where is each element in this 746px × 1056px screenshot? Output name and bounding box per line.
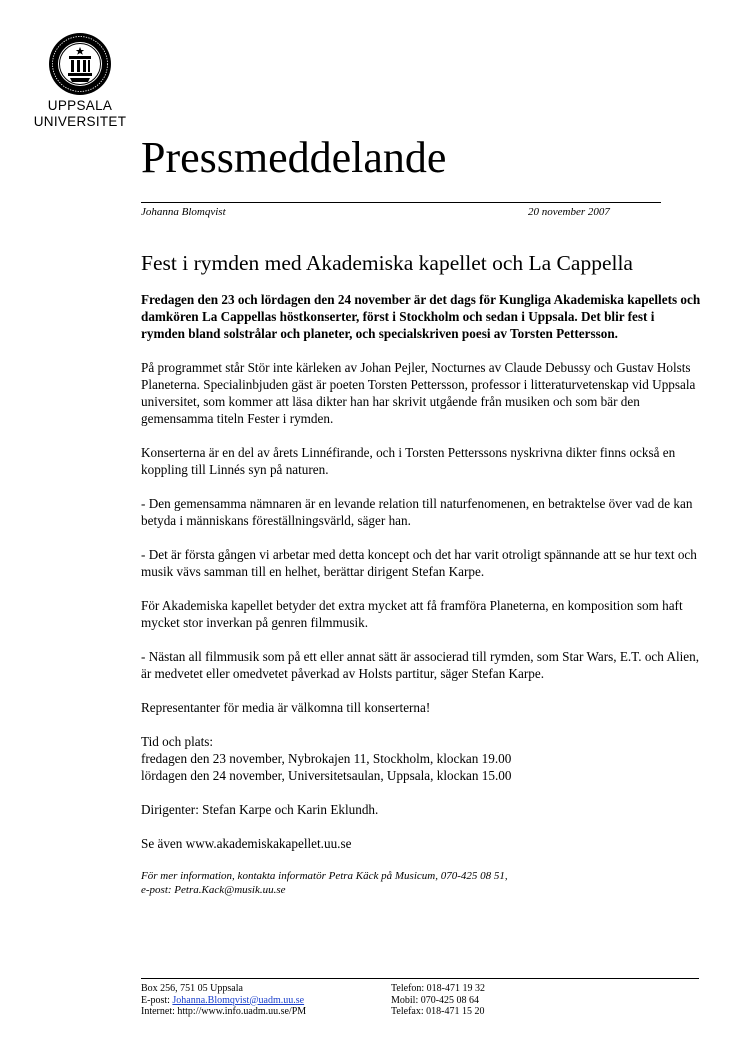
logo-wordmark — [0, 98, 160, 130]
paragraph: Representanter för media är välkomna till konserterna! — [141, 700, 431, 715]
date: 20 november 2007 — [528, 206, 610, 218]
see-also: Se även www.akademiskakapellet.uu.se — [141, 836, 352, 851]
contact-line: För mer information, kontakta informatör Petra Käck på Musicum, 070-425 08 51, — [141, 870, 508, 882]
schedule — [141, 733, 701, 784]
logo-line-1: UPPSALA — [47, 98, 113, 113]
footer-telefax: Telefax: 018-471 15 20 — [391, 1006, 485, 1017]
footer-left — [141, 983, 306, 1018]
footer-address: Box 256, 751 05 Uppsala — [141, 983, 243, 994]
footer-telefon: Telefon: 018-471 19 32 — [391, 983, 486, 994]
article-body — [141, 291, 701, 914]
footer-right — [391, 983, 485, 1018]
footer-email-label: E-post: — [141, 994, 173, 1006]
paragraph: - Nästan all filmmusik som på ett eller annat sätt är associerad till rymden, som Star Wars, E.T. och Alien, är medvetet eller omedvetet påverkad av Holsts partitur, säger Stefan Karpe. — [141, 649, 700, 681]
footer-email-row — [141, 995, 306, 1007]
schedule-heading: Tid och plats: — [141, 734, 214, 749]
schedule-line: fredagen den 23 november, Nybrokajen 11, Stockholm, klockan 19.00 — [141, 751, 512, 766]
conductors: Dirigenter: Stefan Karpe och Karin Eklundh. — [141, 802, 379, 817]
header-divider — [141, 202, 661, 203]
lead-paragraph: Fredagen den 23 och lördagen den 24 november är det dags för Kungliga Akademiska kapellets och damkören La Cappellas höstkonserter, först i Stockholm och sedan i Uppsala. Det blir fest i rymden bland solstrålar och planeter, och specialskriven poesi av Torsten Pettersson. — [141, 292, 701, 341]
paragraph: - Den gemensamma nämnaren är en levande relation till naturfenomenen, en betraktelse över vad de kan betyda i människans föreställningsvärld, säger han. — [141, 496, 693, 528]
paragraph: För Akademiska kapellet betyder det extra mycket att få framföra Planeterna, en komposition som haft mycket stor inverkan på genren filmmusik. — [141, 598, 683, 630]
paragraph: Konserterna är en del av årets Linnéfirande, och i Torsten Petterssons nyskrivna dikter finns också en koppling till Linnés syn på naturen. — [141, 445, 676, 477]
footer-internet: Internet: http://www.info.uadm.uu.se/PM — [141, 1006, 307, 1017]
contact-info — [141, 869, 701, 897]
footer-mobil: Mobil: 070-425 08 64 — [391, 994, 480, 1006]
schedule-line: lördagen den 24 november, Universitetsaulan, Uppsala, klockan 15.00 — [141, 768, 512, 783]
paragraph: På programmet står Stör inte kärleken av Johan Pejler, Nocturnes av Claude Debussy och Gustav Holsts Planeterna. Specialinbjuden gäst är poeten Torsten Pettersson, professor i litteraturvetenskap vid Uppsala universitet, som kommer att läsa dikter han har skrivit utgående från musiken och som bär den gemensamma titeln Fester i rymden. — [141, 360, 696, 426]
university-seal-icon — [48, 32, 112, 96]
headline: Fest i rymden med Akademiska kapellet och La Cappella — [141, 251, 633, 275]
logo-line-2: UNIVERSITET — [33, 114, 127, 129]
author: Johanna Blomqvist — [141, 206, 226, 218]
paragraph: - Det är första gången vi arbetar med detta koncept och det har varit otroligt spännande att se hur text och musik vävs samman till en helhet, berättar dirigent Stefan Karpe. — [141, 547, 697, 579]
page-title: Pressmeddelande — [141, 133, 447, 182]
footer-email-link[interactable]: Johanna.Blomqvist@uadm.uu.se — [172, 994, 305, 1006]
footer-divider — [141, 978, 699, 979]
contact-email: e-post: Petra.Kack@musik.uu.se — [141, 884, 286, 896]
